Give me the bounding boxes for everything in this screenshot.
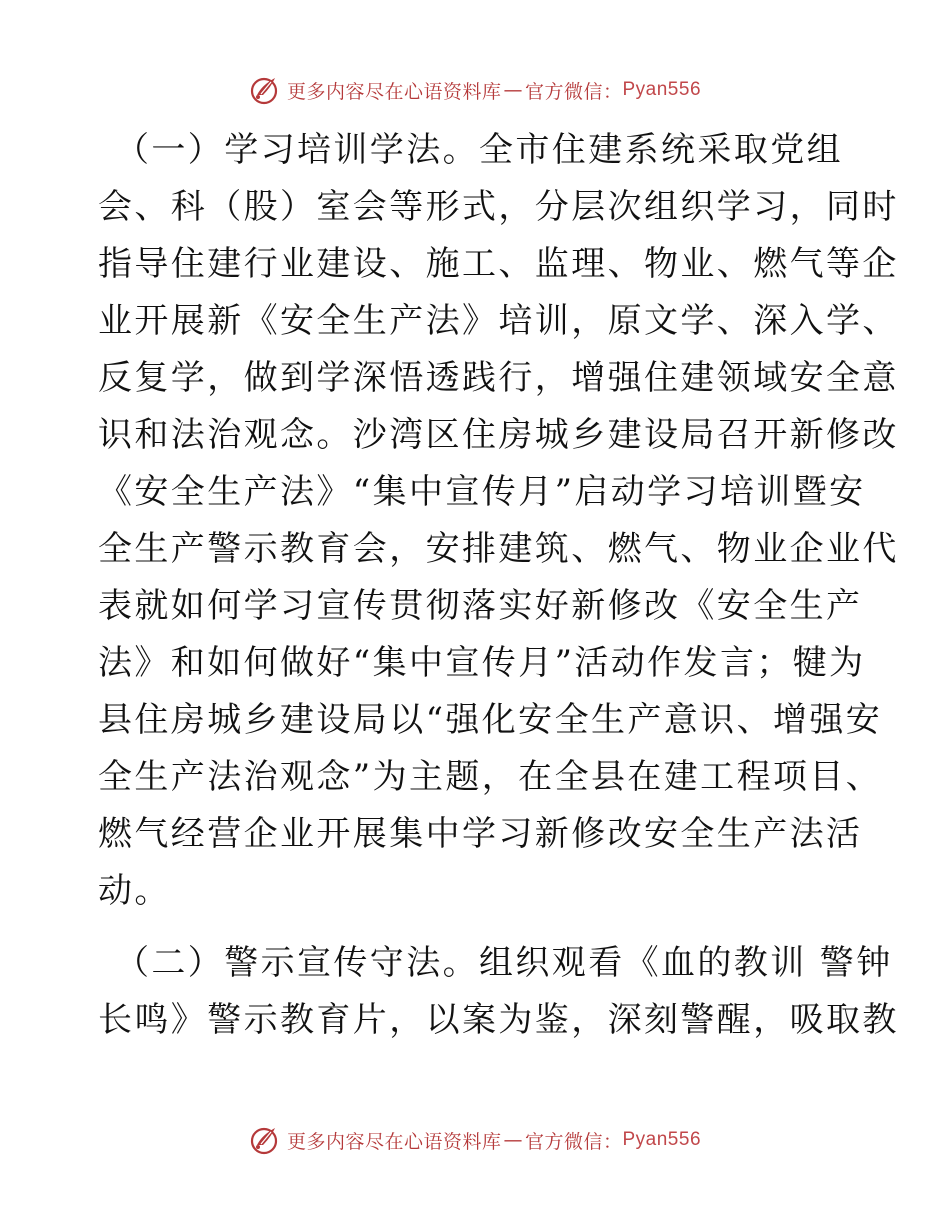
text-line: 动。 [98,871,171,911]
watermark-site-text: 更多内容尽在心语资料库 [286,80,502,103]
watermark-contact-id: Pyan556 [622,79,702,100]
watermark-contact-label: 官方微信： [524,1130,623,1153]
footer-watermark [0,1120,950,1160]
watermark-separator: — [503,79,523,101]
watermark-site-text: 更多内容尽在心语资料库 [286,1130,502,1153]
text-line: （一）学习培训学法。全市住建系统采取党组 [115,130,843,170]
text-line: 全生产警示教育会，安排建筑、燃气、物业企业代 [98,529,899,569]
watermark-contact-label: 官方微信： [524,80,623,103]
text-line: 燃气经营企业开展集中学习新修改安全生产法活 [98,814,863,854]
text-line: 表就如何学习宣传贯彻落实好新修改《安全生产 [98,586,863,626]
text-line: 县住房城乡建设局以“强化安全生产意识、增强安 [98,700,883,740]
pen-quill-icon [249,1123,283,1157]
pen-quill-icon [249,73,283,107]
text-line: （二）警示宣传守法。组织观看《血的教训 警钟 [115,943,893,983]
text-line: 业开展新《安全生产法》培训，原文学、深入学、 [98,301,899,341]
document-body [98,122,899,1049]
header-watermark [0,70,950,110]
text-line: 全生产法治观念”为主题，在全县在建工程项目、 [98,757,883,797]
text-line: 识和法治观念。沙湾区住房城乡建设局召开新修改 [98,415,899,455]
paragraph-learning-training [98,122,899,920]
text-line: 反复学，做到学深悟透践行，增强住建领域安全意 [98,358,899,398]
text-line: 长鸣》警示教育片，以案为鉴，深刻警醒，吸取教 [98,1000,899,1040]
watermark-contact-id: Pyan556 [622,1129,702,1150]
text-line: 会、科（股）室会等形式，分层次组织学习，同时 [98,187,899,227]
text-line: 法》和如何做好“集中宣传月”活动作发言；犍为 [98,643,866,683]
text-line: 指导住建行业建设、施工、监理、物业、燃气等企 [98,244,899,284]
text-line: 《安全生产法》“集中宣传月”启动学习培训暨安 [98,472,866,512]
paragraph-warning-publicity [98,935,899,1049]
watermark-separator: — [503,1129,523,1151]
